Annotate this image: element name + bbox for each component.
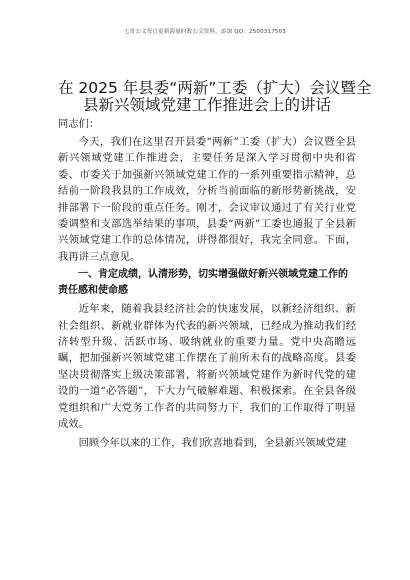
title-line-2: 县新兴领域党建工作推进会上的讲话 [82,96,331,114]
title-line-1: 在 2025 年县委“两新”工委（扩大）会议暨全 [58,79,372,97]
document-body [58,79,372,453]
section-heading-1: 一、肯定成绩，认清形势，切实增强做好新兴领域党建工作的责任感和使命感 [58,269,348,297]
paragraph-review: 回顾今年以来的工作，我们欣喜地看到，全县新兴领域党建 [78,436,347,449]
paragraph-intro: 今天，我们在这里召开县委“两新”工委（扩大）会议暨全县新兴领域党建工作推进会，主要任务是深入学习贯彻中央和省委、市委关于加强新兴领域党建工作的一系列重要指示精神，总结前一阶段我县的工作成效，分析当前面临的新形势新挑战，安排部署下一阶段的重点任务。刚才，会议审议通过了有关行业党委调整和支部选举结果的事项，县委“两新”工委也通报了全县新兴领域党建工作的总体情况，讲得都很好，我完全同意。下面，我再讲三点意见。 [58,136,356,263]
header-note: 七哥公文每日更新海量时政公文资料，添加 QQ：2500317503 [123,29,286,35]
salutation: 同志们： [58,118,100,130]
paragraph-development: 近年来，随着我县经济社会的快速发展，以新经济组织、新社会组织、新就业群体为代表的新兴领域，已经成为推动我们经济转型升级、活跃市场、吸纳就业的重要力量。党中央高瞻远瞩，把加强新兴领域党建工作摆在了前所未有的战略高度。县委坚决贯彻落实上级决策部署，将新兴领域党建作为新时代党的建设的一道“必答题”，下大力气破解难题、积极探索。在全县各级党组织和广大党务工作者的共同努力下，我们的工作取得了明显成效。 [58,303,356,431]
document-title [58,79,372,114]
